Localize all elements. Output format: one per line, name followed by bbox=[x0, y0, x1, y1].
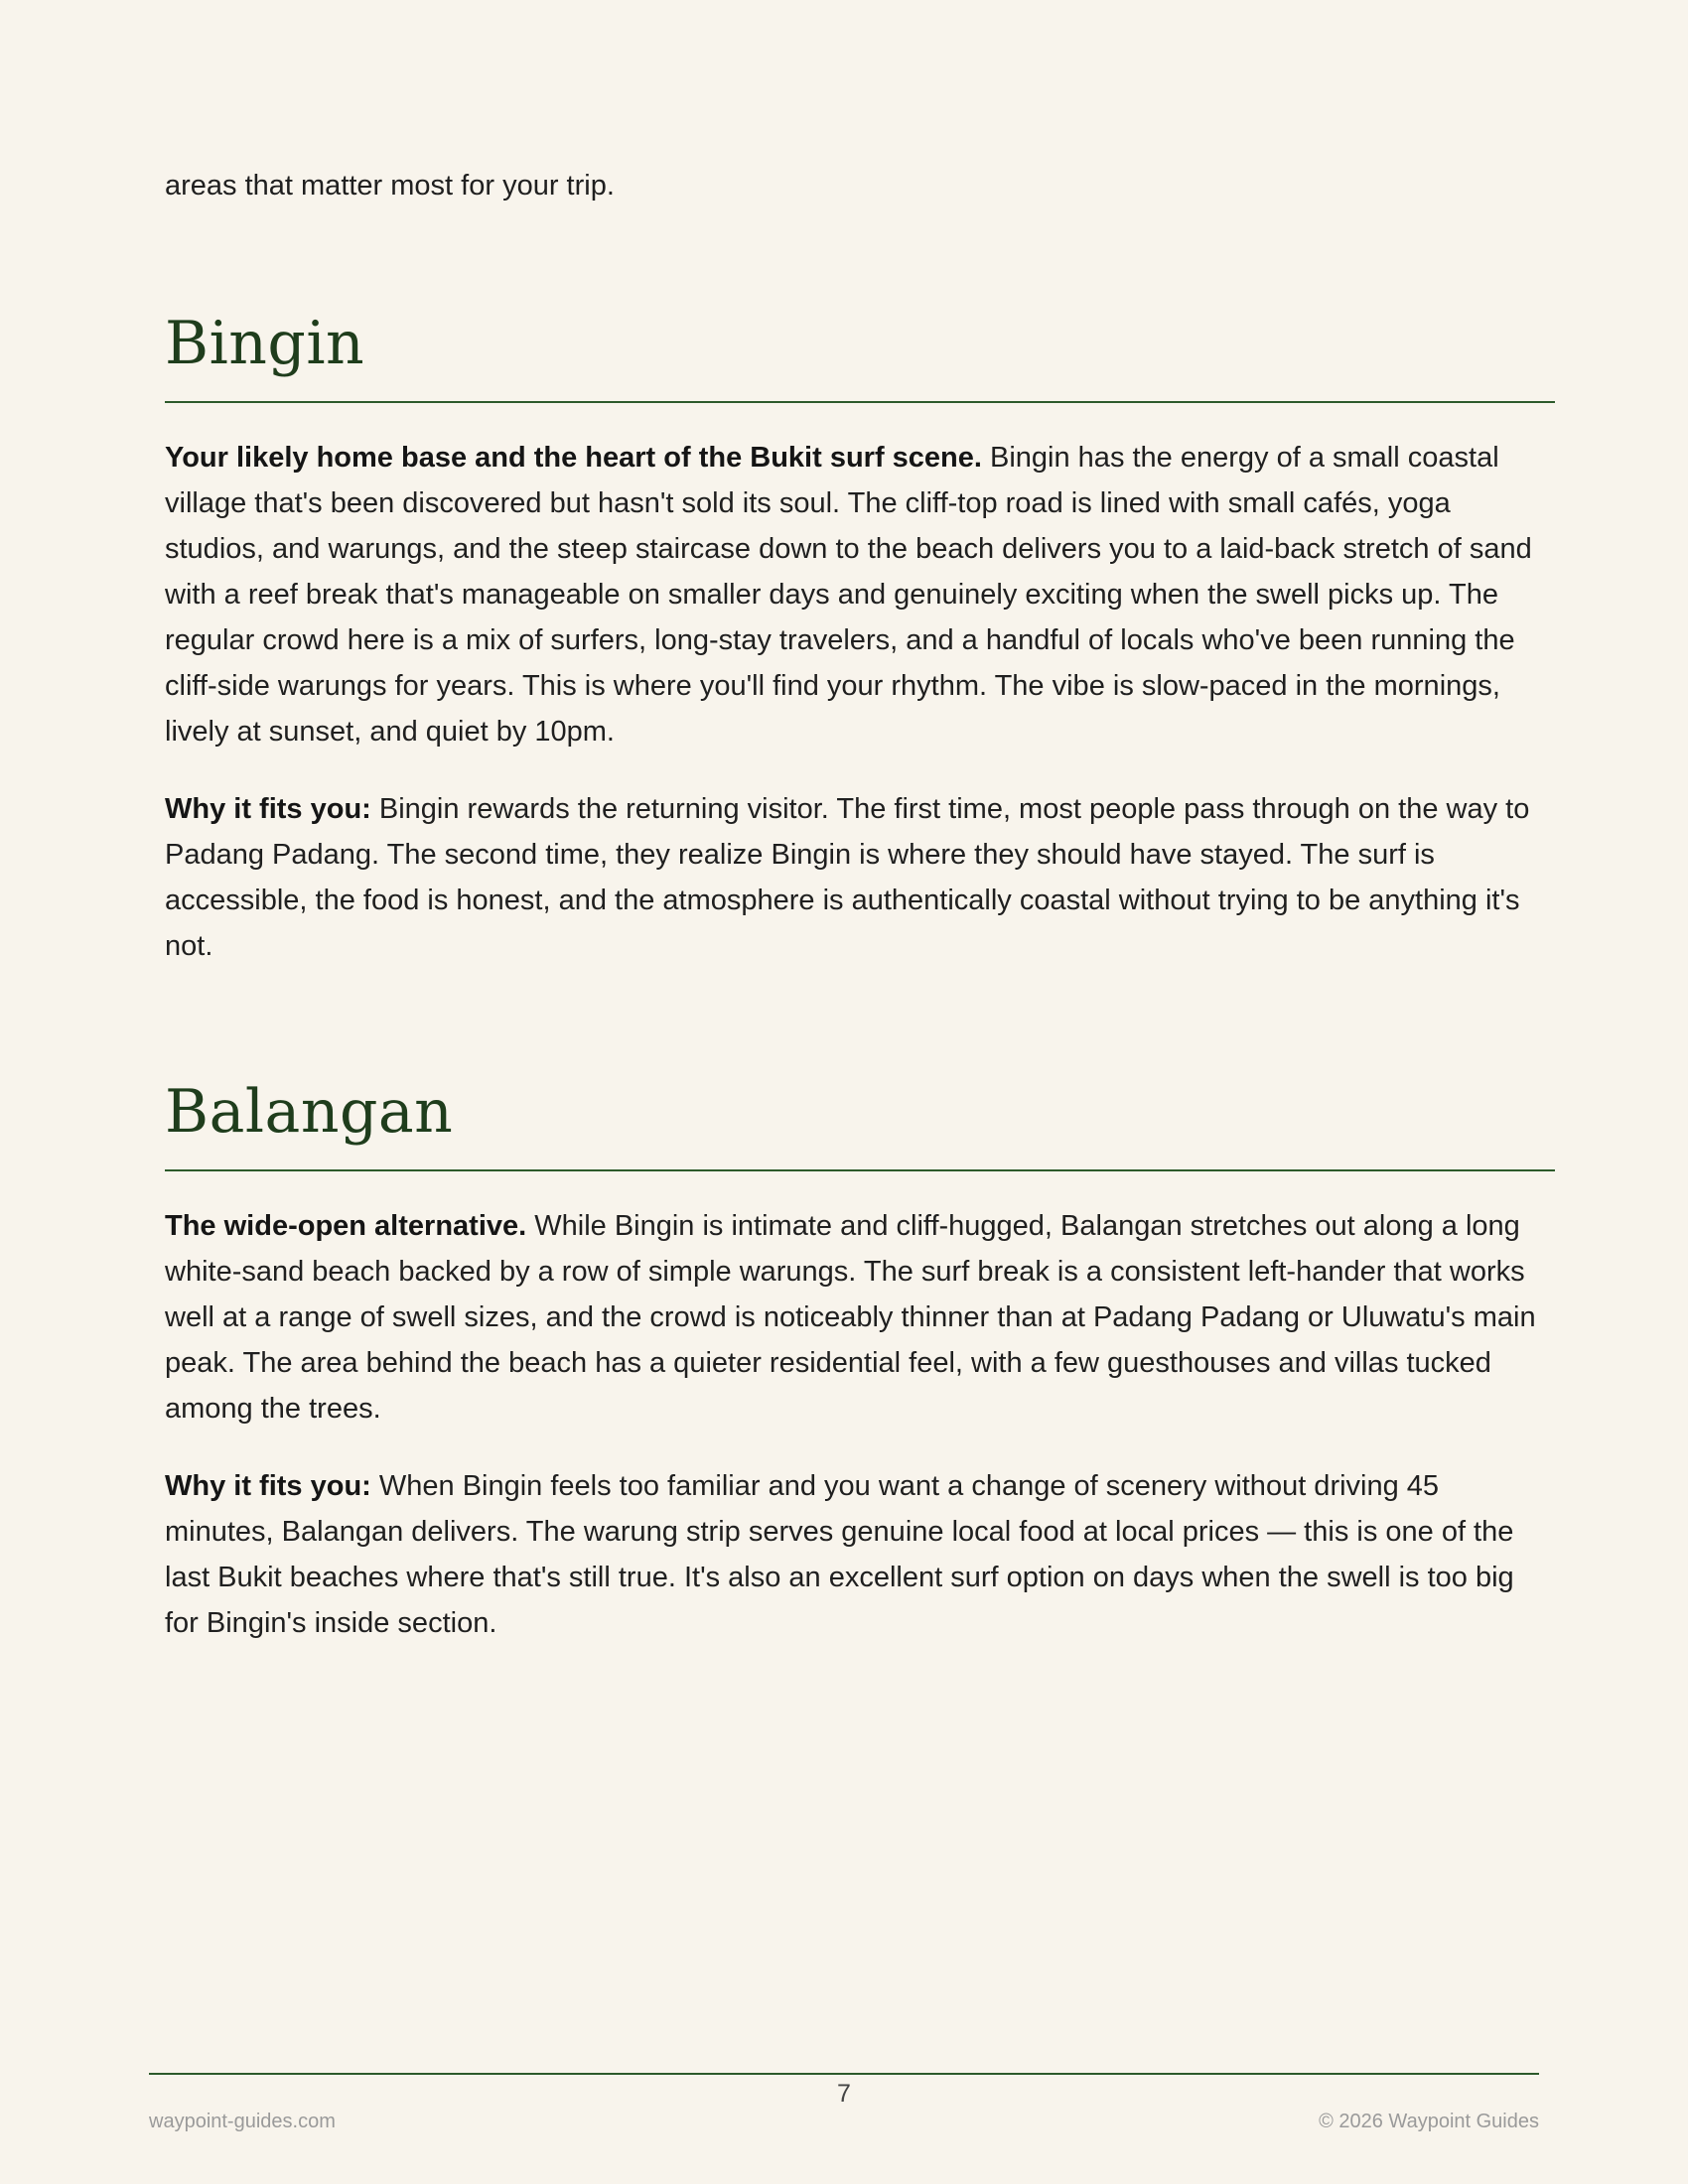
bingin-description-text: Bingin has the energy of a small coastal village that's been discovered but hasn't sold its soul. The cliff-top road is lined with small cafés, yoga studios, and warungs, and the steep staircase down to the beach delivers you to a laid-back stretch of sand with a reef break that's manageable on smaller days and genuinely exciting when the swell picks up. The regular crowd here is a mix of surfers, long-stay travelers, and a handful of locals who've been running the cliff-side warungs for years. This is where you'll find your rhythm. The vibe is slow-paced in the mornings, lively at sunset, and quiet by 10pm. bbox=[165, 442, 1532, 748]
footer-website: waypoint-guides.com bbox=[149, 2111, 336, 2132]
bingin-description bbox=[165, 435, 1555, 754]
balangan-why-lead: Why it fits you: bbox=[165, 1470, 371, 1502]
balangan-description-lead: The wide-open alternative. bbox=[165, 1210, 527, 1242]
bingin-why-text: Bingin rewards the returning visitor. The first time, most people pass through on the way to Padang Padang. The second time, they realize Bingin is where they should have stayed. The surf is accessible, the food is honest, and the atmosphere is authentically coastal without trying to be anything it's not. bbox=[165, 793, 1530, 962]
bingin-why-it-fits bbox=[165, 786, 1555, 969]
page-footer bbox=[149, 2073, 1539, 2152]
section-divider bbox=[165, 1169, 1555, 1171]
bingin-why-lead: Why it fits you: bbox=[165, 793, 371, 825]
balangan-why-it-fits bbox=[165, 1463, 1555, 1646]
section-title-bingin: Bingin bbox=[165, 309, 365, 378]
footer-copyright: © 2026 Waypoint Guides bbox=[1319, 2111, 1539, 2132]
page-number: 7 bbox=[837, 2080, 851, 2108]
intro-continuation: areas that matter most for your trip. bbox=[165, 170, 615, 202]
balangan-description bbox=[165, 1203, 1555, 1432]
section-bingin bbox=[165, 302, 1555, 1001]
section-title-balangan: Balangan bbox=[165, 1077, 454, 1147]
balangan-why-text: When Bingin feels too familiar and you want a change of scenery without driving 45 minutes, Balangan delivers. The warung strip serves genuine local food at local prices — this is one of the last Bukit beaches where that's still true. It's also an excellent surf option on days when the swell is too big for Bingin's inside section. bbox=[165, 1470, 1514, 1639]
section-divider bbox=[165, 401, 1555, 403]
bingin-description-lead: Your likely home base and the heart of the Bukit surf scene. bbox=[165, 442, 982, 474]
footer-divider bbox=[149, 2073, 1539, 2075]
balangan-description-text: While Bingin is intimate and cliff-hugged, Balangan stretches out along a long white-sand beach backed by a row of simple warungs. The surf break is a consistent left-hander that works well at a range of swell sizes, and the crowd is noticeably thinner than at Padang Padang or Uluwatu's main peak. The area behind the beach has a quieter residential feel, with a few guesthouses and villas tucked among the trees. bbox=[165, 1210, 1536, 1425]
section-balangan bbox=[165, 1070, 1555, 1678]
